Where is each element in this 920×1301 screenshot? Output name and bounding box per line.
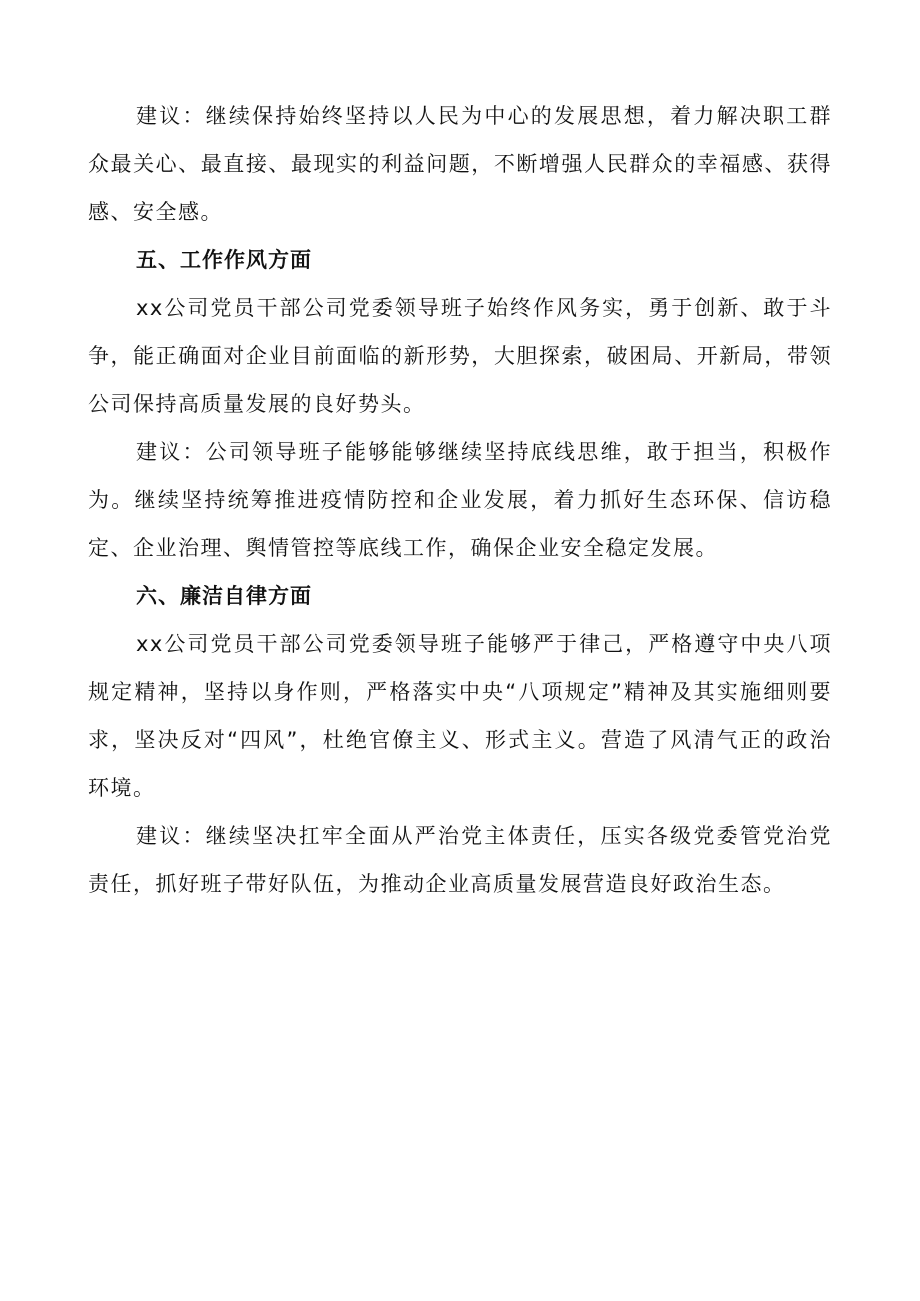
section-heading-integrity: 六、廉洁自律方面 — [136, 584, 312, 608]
section-heading-work-style: 五、工作作风方面 — [136, 248, 312, 272]
document-body — [88, 92, 832, 908]
paragraph-integrity-assessment: xx公司党员干部公司党委领导班子能够严于律己，严格遵守中央八项规定精神，坚持以身作则，严格落实中央“八项规定”精神及其实施细则要求，坚决反对“四风”，杜绝官僚主义、形式主义。营造了风清气正的政治环境。 — [88, 632, 832, 800]
paragraph-integrity-suggestion: 建议：继续坚决扛牢全面从严治党主体责任，压实各级党委管党治党责任，抓好班子带好队伍，为推动企业高质量发展营造良好政治生态。 — [88, 824, 832, 896]
paragraph-work-style-assessment: xx公司党员干部公司党委领导班子始终作风务实，勇于创新、敢于斗争，能正确面对企业目前面临的新形势，大胆探索，破困局、开新局，带领公司保持高质量发展的良好势头。 — [88, 296, 832, 416]
paragraph-suggestion-people-centered: 建议：继续保持始终坚持以人民为中心的发展思想，着力解决职工群众最关心、最直接、最现实的利益问题，不断增强人民群众的幸福感、获得感、安全感。 — [88, 104, 832, 224]
paragraph-work-style-suggestion: 建议：公司领导班子能够能够继续坚持底线思维，敢于担当，积极作为。继续坚持统筹推进疫情防控和企业发展，着力抓好生态环保、信访稳定、企业治理、舆情管控等底线工作，确保企业安全稳定发展。 — [88, 440, 832, 560]
